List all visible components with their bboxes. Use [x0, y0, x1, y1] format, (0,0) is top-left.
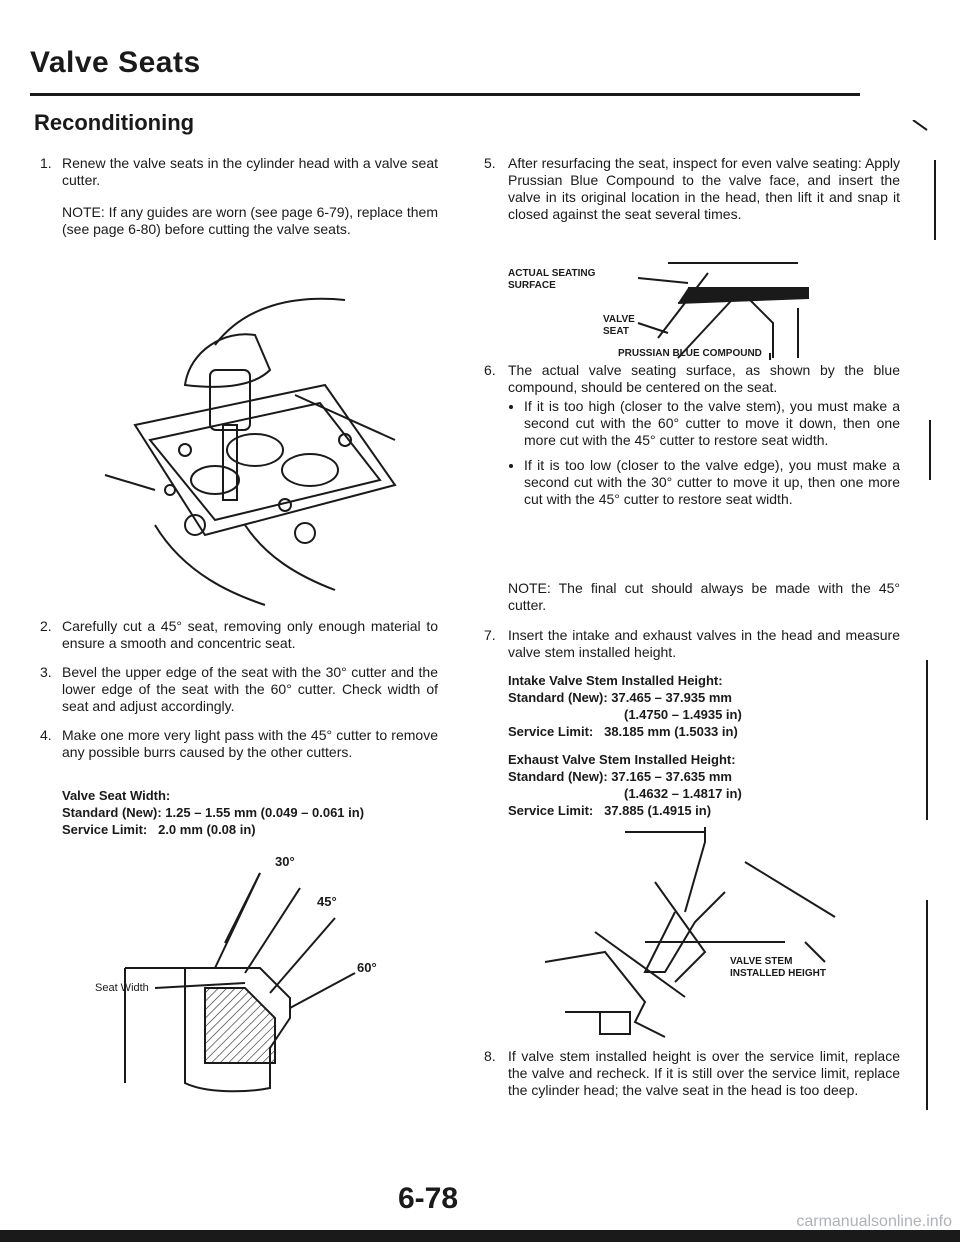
page-title: Valve Seats — [30, 46, 201, 79]
step-6-bullets — [508, 398, 900, 516]
exhaust-standard: Standard (New): 37.165 – 37.635 mm — [508, 769, 732, 784]
prussian-blue-compound-label: PRUSSIAN BLUE COMPOUND — [618, 348, 762, 359]
step-4-number: 4. — [40, 727, 52, 743]
step-2-number: 2. — [40, 618, 52, 634]
intake-service-limit: Service Limit: 38.185 mm (1.5033 in) — [508, 724, 738, 739]
step-3-number: 3. — [40, 664, 52, 680]
valve-label: VALVE — [603, 314, 635, 325]
step-4-text: Make one more very light pass with the 45° cutter to remove any possible burrs caused by the other cutters. — [62, 727, 438, 760]
angle-30-label: 30° — [275, 854, 295, 869]
exhaust-spec-title: Exhaust Valve Stem Installed Height: — [508, 752, 736, 767]
exhaust-standard-in: (1.4632 – 1.4817 in) — [624, 786, 742, 801]
intake-spec-title: Intake Valve Stem Installed Height: — [508, 673, 723, 688]
bullet-too-high: • If it is too high (closer to the valve stem), you must make a second cut with the 60° cutter to move it down, then one more cut with the 45° cutter to restore seat width. — [524, 398, 900, 449]
seat-width-service-limit: Service Limit: 2.0 mm (0.08 in) — [62, 822, 256, 837]
exhaust-service-limit: Service Limit: 37.885 (1.4915 in) — [508, 803, 712, 818]
step-1-note: NOTE: If any guides are worn (see page 6-79), replace them (see page 6-80) before cutting the valve seats. — [62, 204, 438, 237]
step-5-number: 5. — [484, 155, 496, 171]
intake-standard-in: (1.4750 – 1.4935 in) — [624, 707, 742, 722]
step-6-note: NOTE: The final cut should always be made with the 45° cutter. — [508, 580, 900, 613]
step-1-text: Renew the valve seats in the cylinder head with a valve seat cutter. — [62, 155, 438, 188]
intake-standard: Standard (New): 37.465 – 37.935 mm — [508, 690, 732, 705]
step-6-number: 6. — [484, 362, 496, 378]
step-3-text: Bevel the upper edge of the seat with the 30° cutter and the lower edge of the seat with the 60° cutter. Check width of seat and adjust accordingly. — [62, 664, 438, 714]
seat-label: SEAT — [603, 326, 629, 337]
step-6-text: The actual valve seating surface, as shown by the blue compound, should be centered on the seat. — [508, 362, 900, 395]
scan-edge-marks — [905, 120, 955, 1120]
step-5-text: After resurfacing the seat, inspect for even valve seating: Apply Prussian Blue Compound to the valve face, and insert the valve in its original location in the head, then lift it and snap it closed against the seat several times. — [508, 155, 900, 222]
step-7-text: Insert the intake and exhaust valves in the head and measure valve stem installed height. — [508, 627, 900, 660]
bullet-too-low: • If it is too low (closer to the valve edge), you must make a second cut with the 30° cutter to move it up, then one more cut with the 45° cutter to restore seat width. — [524, 457, 900, 508]
seat-width-standard: Standard (New): 1.25 – 1.55 mm (0.049 – 0.061 in) — [62, 805, 365, 820]
step-8-number: 8. — [484, 1048, 496, 1064]
section-heading: Reconditioning — [34, 110, 195, 135]
prussian-blue-diagram — [508, 248, 908, 360]
seat-width-spec-title: Valve Seat Width: — [62, 788, 171, 803]
title-rule — [30, 93, 860, 96]
step-2-text: Carefully cut a 45° seat, removing only enough material to ensure a smooth and concentric seat. — [62, 618, 438, 651]
step-8-text: If valve stem installed height is over the service limit, replace the valve and recheck. If it is still over the service limit, replace the cylinder head; the valve seat in the head is too deep. — [508, 1048, 900, 1098]
valve-stem-label: VALVE STEM — [730, 956, 793, 967]
valve-seat-cutter-illustration — [95, 275, 435, 610]
seat-width-label: Seat Width — [95, 982, 149, 994]
installed-height-label: INSTALLED HEIGHT — [730, 968, 826, 979]
surface-label: SURFACE — [508, 280, 556, 291]
seat-angle-diagram — [95, 848, 395, 1098]
angle-45-label: 45° — [317, 894, 337, 909]
valve-stem-height-diagram — [505, 822, 905, 1042]
watermark: carmanualsonline.info — [796, 1213, 952, 1230]
step-1-number: 1. — [40, 155, 52, 171]
actual-seating-label: ACTUAL SEATING — [508, 268, 596, 279]
footer-bar — [0, 1230, 960, 1242]
angle-60-label: 60° — [357, 960, 377, 975]
page-number: 6-78 — [398, 1182, 459, 1215]
step-7-number: 7. — [484, 627, 496, 643]
